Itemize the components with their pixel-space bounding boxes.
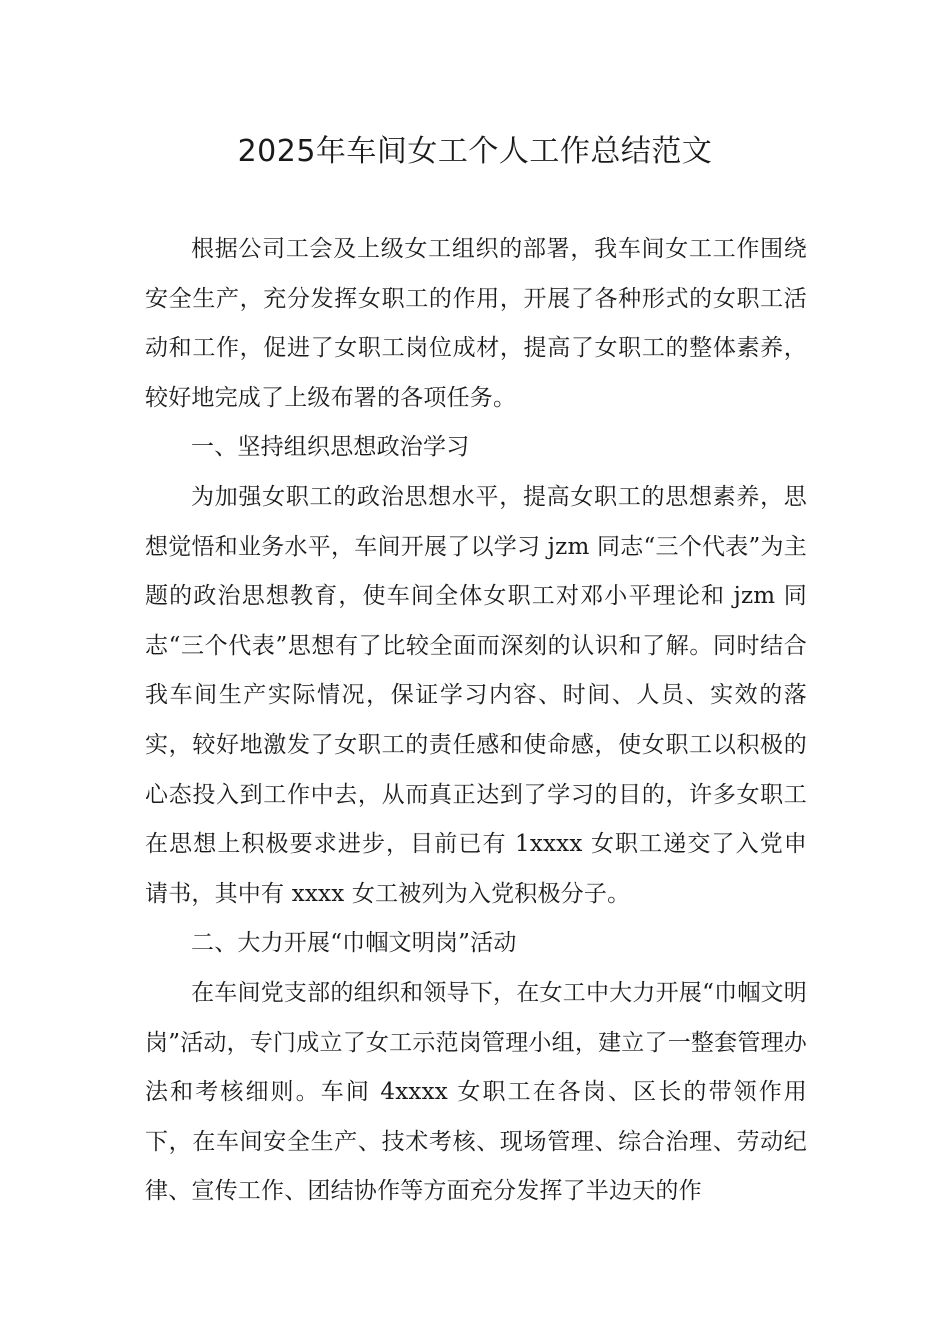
document-body [145, 225, 807, 1217]
paragraph-section-2: 在车间党支部的组织和领导下，在女工中大力开展“巾帼文明岗”活动，专门成立了女工示范岗管理小组，建立了一整套管理办法和考核细则。车间 4xxxx 女职工在各岗、区长的带领作用下，在车间安全生产、技术考核、现场管理、综合治理、劳动纪律、宣传工作、团结协作等方面充分发挥了半边天的作 [145, 979, 807, 1205]
document-title: 2025年车间女工个人工作总结范文 [237, 134, 713, 169]
section-heading-2: 二、大力开展“巾帼文明岗”活动 [191, 930, 517, 957]
paragraph-intro: 根据公司工会及上级女工组织的部署，我车间女工工作围绕安全生产，充分发挥女职工的作用，开展了各种形式的女职工活动和工作，促进了女职工岗位成材，提高了女职工的整体素养，较好地完成了上级布署的各项任务。 [145, 236, 807, 411]
paragraph-section-1: 为加强女职工的政治思想水平，提高女职工的思想素养，思想觉悟和业务水平，车间开展了以学习 jzm 同志“三个代表”为主题的政治思想教育，使车间全体女职工对邓小平理论和 jzm 同志“三个代表”思想有了比较全面而深刻的认识和了解。同时结合我车间生产实际情况，保证学习内容、时间、人员、实效的落实，较好地激发了女职工的责任感和使命感，使女职工以积极的心态投入到工作中去，从而真正达到了学习的目的，许多女职工在思想上积极要求进步，目前已有 1xxxx 女职工递交了入党申请书，其中有 xxxx 女工被列为入党积极分子。 [145, 483, 807, 907]
section-heading-1: 一、坚持组织思想政治学习 [191, 434, 470, 461]
